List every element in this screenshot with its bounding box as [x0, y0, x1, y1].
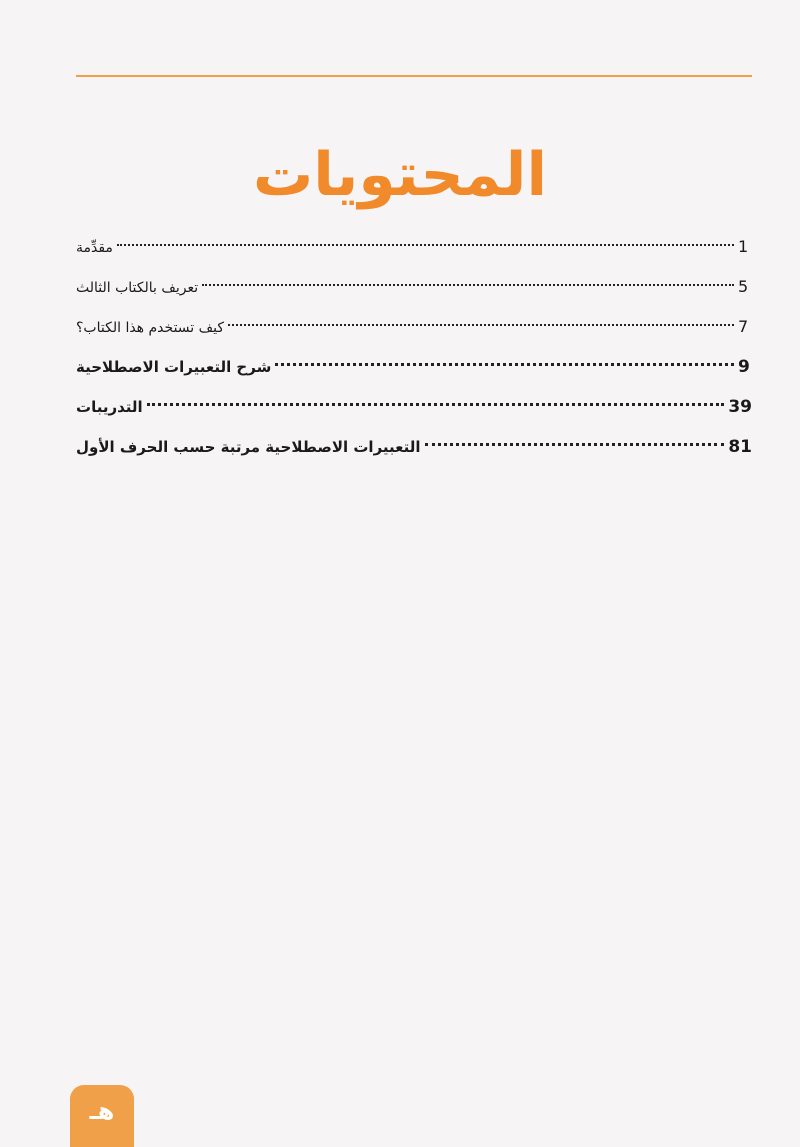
toc-leader-dots	[117, 244, 734, 246]
toc-entry-label: مقدِّمة	[76, 240, 113, 256]
toc-leader-dots	[202, 284, 734, 286]
toc-leader-dots	[275, 363, 734, 366]
toc-entry-about-book[interactable]	[76, 267, 752, 307]
toc-entry-idioms-alphabetical[interactable]	[76, 427, 752, 467]
header-rule	[76, 75, 752, 77]
toc-entry-label: شرح التعبيرات الاصطلاحية	[76, 358, 272, 376]
toc-leader-dots	[425, 443, 725, 446]
table-of-contents	[76, 227, 752, 467]
toc-entry-how-to-use[interactable]	[76, 307, 752, 347]
toc-leader-dots	[147, 403, 725, 406]
toc-entry-page: 9	[738, 357, 750, 377]
page-number-tab	[70, 1085, 134, 1147]
toc-entry-idioms-explanation[interactable]	[76, 347, 752, 387]
toc-entry-label: كيف تستخدم هذا الكتاب؟	[76, 320, 225, 336]
toc-entry-label: تعريف بالكتاب الثالث	[76, 280, 199, 296]
page-title: المحتويات	[252, 140, 548, 210]
toc-entry-introduction[interactable]	[76, 227, 752, 267]
toc-entry-label: التعبيرات الاصطلاحية مرتبة حسب الحرف الأول	[76, 438, 421, 456]
toc-entry-page: 81	[728, 437, 752, 457]
page-number: هـ	[89, 1097, 115, 1125]
toc-entry-page: 5	[738, 277, 749, 296]
toc-entry-page: 1	[738, 237, 749, 256]
toc-entry-page: 7	[738, 317, 749, 336]
toc-entry-label: التدريبات	[76, 398, 143, 416]
toc-entry-page: 39	[728, 397, 752, 417]
toc-leader-dots	[228, 324, 734, 326]
toc-entry-exercises[interactable]	[76, 387, 752, 427]
